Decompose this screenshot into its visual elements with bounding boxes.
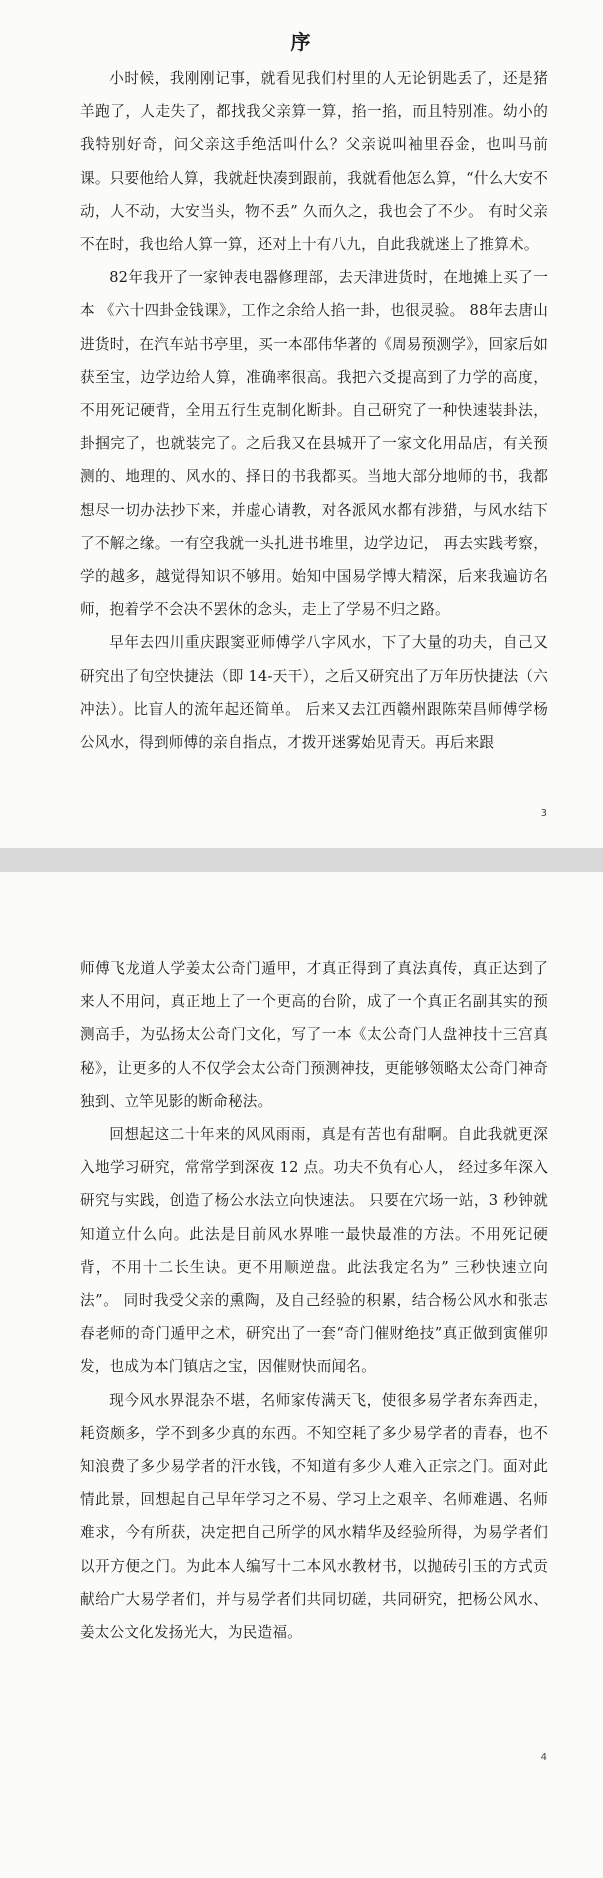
paragraph: 早年去四川重庆跟窦亚师傅学八字风水，下了大量的功夫，自己又研究出了旬空快捷法（即 14-天干），之后又研究出了万年历快捷法（六冲法）。比盲人的流年起还简单。 后来又去江西赣州跟陈荣昌师傅学杨公风水，得到师傅的亲自指点，才拨开迷雾始见青天。再后来跟 xyxy=(80,634,548,752)
document-page-3 xyxy=(0,0,603,848)
paragraph: 回想起这二十年来的风风雨雨，真是有苦也有甜啊。自此我就更深入地学习研究，常常学到深夜 12 点。功夫不负有心人， 经过多年深入研究与实践，创造了杨公水法立向快速法。 只要在穴场一站，3 秒钟就知道立什么向。此法是目前风水界唯一最快最准的方法。不用死记硬背，不用十二长生诀。更不用顺逆盘。此法我定名为” 三秒快速立向法”。 同时我受父亲的熏陶，及自己经验的积累，结合杨公风水和张志春老师的奇门遁甲之术，研究出了一套“奇门催财绝技”真正做到寅催卯发，也成为本门镇店之宝，因催财快而闻名。 xyxy=(80,1126,548,1376)
document-page-4 xyxy=(0,872,603,1878)
paragraph-continued: 师傅飞龙道人学姜太公奇门遁甲，才真正得到了真法真传，真正达到了来人不用问，真正地上了一个更高的台阶，成了一个真正名副其实的预测高手，为弘扬太公奇门文化，写了一本《太公奇门人盘神技十三宫真秘》，让更多的人不仅学会太公奇门预测神技，更能够领略太公奇门神奇独到、立竿见影的断命秘法。 xyxy=(80,960,548,1110)
preface-title: 序 xyxy=(290,30,313,54)
page-number: 4 xyxy=(540,1752,547,1763)
page-4-body xyxy=(80,952,548,1649)
paragraph: 82年我开了一家钟表电器修理部，去天津进货时，在地摊上买了一本 《六十四卦金钱课》，工作之余给人掐一卦，也很灵验。 88年去唐山进货时，在汽车站书亭里，买一本邵伟华著的《周易预测学》，回家后如获至宝，边学边给人算，准确率很高。我把六爻提高到了力学的高度，不用死记硬背，全用五行生克制化断卦。自己研究了一种快速装卦法，卦掴完了，也就装完了。之后我又在县城开了一家文化用品店，有关预测的、地理的、风水的、择日的书我都买。当地大部分地师的书，我都想尽一切办法抄下来，并虚心请教，对各派风水都有涉猎，与风水结下了不解之缘。一有空我就一头扎进书堆里，边学边记， 再去实践考察，学的越多，越觉得知识不够用。始知中国易学博大精深，后来我遍访名师，抱着学不会决不罢休的念头，走上了学易不归之路。 xyxy=(80,269,548,619)
page-number: 3 xyxy=(540,808,547,819)
page-3-body xyxy=(80,62,548,759)
paragraph: 小时候，我刚刚记事，就看见我们村里的人无论钥匙丢了，还是猪羊跑了，人走失了，都找我父亲算一算，掐一掐，而且特别准。幼小的我特别好奇，问父亲这手绝活叫什么？父亲说叫袖里吞金，也叫马前课。只要他给人算，我就赶快凑到跟前，我就看他怎么算，“什么大安不动，人不动，大安当头，物不丢” 久而久之，我也会了不少。 有时父亲不在时，我也给人算一算，还对上十有八九，自此我就迷上了推算术。 xyxy=(80,70,548,254)
paragraph: 现今风水界混杂不堪，名师家传满天飞，使很多易学者东奔西走，耗资颇多，学不到多少真的东西。不知空耗了多少易学者的青春，也不知浪费了多少易学者的汗水钱，不知道有多少人难入正宗之门。面对此情此景，回想起自己早年学习之不易、学习上之艰辛、名师难遇、名师难求，今有所获，决定把自己所学的风水精华及经验所得，为易学者们以开方便之门。为此本人编写十二本风水教材书，以抛砖引玉的方式贡献给广大易学者们，并与易学者们共同切磋，共同研究，把杨公风水、姜太公文化发扬光大，为民造福。 xyxy=(80,1391,548,1642)
